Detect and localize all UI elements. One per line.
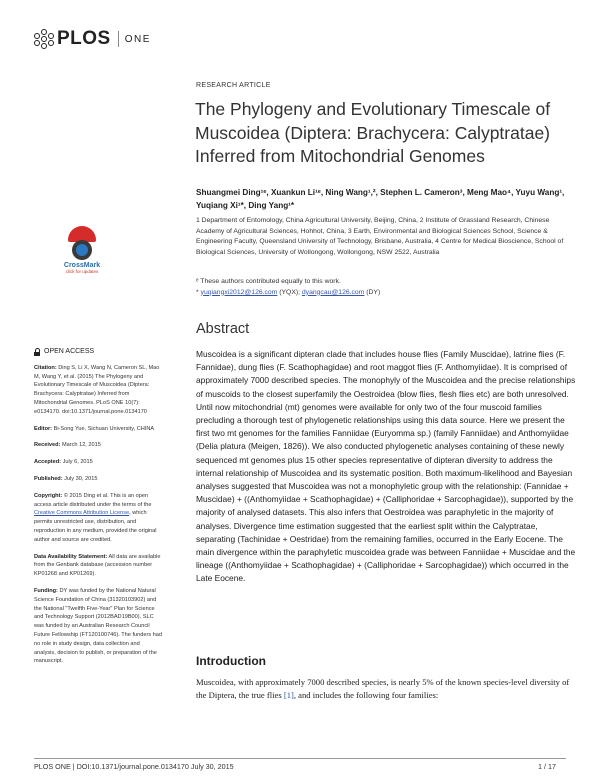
article-title: The Phylogeny and Evolutionary Timescale of Muscoidea (Diptera: Brachycera: Calyptratae) Inferred from Mitochondrial Genomes <box>195 99 551 166</box>
received-date: Received: March 12, 2015 <box>34 442 101 449</box>
data-availability: Data Availability Statement: All data are available from the Genbank database (accession number KP01268 and KP01269). <box>34 553 161 578</box>
reference-link[interactable]: [1] <box>283 690 294 701</box>
corresponding-note: * yuqiangxi2012@126.com (YQX); dyangcau@126.com (DY) <box>196 288 381 296</box>
funding: Funding: DY was funded by the National Natural Science Foundation of China (31320103902) and the National "Twelfth Five-Year" Plan for Science and Technology Support (2012BAD19B00). SLC was funded by an Australian Research Council Future Fellowship (FT120100746). The funders had no role in study design, data collection and analysis, decision to publish, or preparation of the manuscript. <box>34 587 163 665</box>
abstract-heading: Abstract <box>196 321 250 337</box>
page-number: 1 / 17 <box>538 762 556 771</box>
introduction-text: Muscoidea, with approximately 7000 described species, is nearly 5% of the known species-level diversity of the Diptera, the true flies [1], and includes the following four families: <box>196 677 570 701</box>
email-link-yqx[interactable]: yuqiangxi2012@126.com <box>200 288 278 296</box>
open-access-badge: OPEN ACCESS <box>34 348 162 357</box>
plos-logo-icon <box>34 29 54 49</box>
equal-contribution-note: ᵉ These authors contributed equally to this work. <box>196 278 341 285</box>
crossmark-icon <box>68 226 96 260</box>
logo-word: PLOS <box>57 28 111 49</box>
logo-sub: ONE <box>124 33 151 45</box>
citation: Citation: Ding S, Li X, Wang N, Cameron SL, Mao M, Wang Y, et al. (2015) The Phylogeny and Evolutionary Timescale of Muscoidea (Diptera: Brachycera: Calyptratae) Inferred from Mitochondrial Genomes. PLoS ONE 10(7): e0134170. doi:10.1371/journal.pone.0134170 <box>34 364 160 415</box>
affiliations: 1 Department of Entomology, China Agricultural University, Beijing, China, 2 Institute of Grassland Research, Chinese Academy of Agricultural Sciences, Hohhot, China, 3 Earth, Environmental and Biological Sciences School, Science & Engineering Faculty, Queensland University of Technology, Brisbane, Australia, 4 Centre for Medical Bioscience, School of Biological Sciences, University of Wollongong, Wollongong, NSW 2522, Australia <box>196 217 564 256</box>
crossmark-sub: click for updates <box>65 269 99 274</box>
footer-divider <box>34 758 566 759</box>
crossmark-label: CrossMark <box>63 262 101 269</box>
article-type: RESEARCH ARTICLE <box>196 82 271 89</box>
copyright: Copyright: © 2015 Ding et al. This is an open access article distributed under the terms of the Creative Commons Attribution License, which permits unrestricted use, distribution, and reproduction in any medium, provided the original author and source are credited. <box>34 492 157 543</box>
email-link-dy[interactable]: dyangcau@126.com <box>301 288 365 296</box>
article-metadata-sidebar <box>34 348 162 674</box>
logo-divider <box>118 31 119 47</box>
license-link[interactable]: Creative Commons Attribution License <box>34 510 130 517</box>
author-list: Shuangmei Ding¹ᵉ, Xuankun Li¹ᵉ, Ning Wang¹,², Stephen L. Cameron³, Meng Mao⁴, Yuyu Wang¹, Yuqiang Xi¹*, Ding Yang¹* <box>196 188 565 210</box>
crossmark-button[interactable] <box>63 226 101 274</box>
editor: Editor: Bi-Song Yue, Sichuan University, CHINA <box>34 425 155 432</box>
abstract-text: Muscoidea is a significant dipteran clade that includes house flies (Family Muscidae), latrine flies (F. Fannidae), dung flies (F. Scathophagidae) and root maggot flies (F. Anthomyiidae). It is comprised of approximately 7000 described species. The monophyly of the Muscoidea and the precise relationships of muscoids to the closest superfamily the Oestroidea (blow flies, flesh flies etc) are both unresolved. Until now mitochondrial (mt) genomes were available for only two of the four muscoid families precluding a thorough test of phylogenetic relationships using this data source. Here we present the first two mt genomes for the families Fanniidae (Euryomma sp.) (family Fanniidae) and Anthomyiidae (Delia platura (Meigen, 1826)). We also conducted phylogenetic analyses containing of these newly sequenced mt genomes plus 15 other species representative of dipteran diversity to address the internal relationship of Muscoidea and its systematic position. Both maximum-likelihood and Bayesian analyses suggested that Muscoidea was not a monophyletic group with the relationship: (Fannidae + Muscidae) + ((Anthomyiidae + Scathophagidae) + (Calliphoridae + Sarcophagidae)), supported by the majority of analysed datasets. This also infers that Oestroidea was paraphyletic in the majority of analyses. Divergence time estimation suggested that the earliest split within the Calyptratae, separating (Tachinidae + Oestridae) from the remaining families, occurred in the Early Eocene. The main divergence within the paraphyletic muscoidea grade was between Fanniidae + Muscidae and the lineage ((Anthomyiidae + Scathophagidae) + (Calliphoridae + Sarcophagidae)) which occurred in the Late Eocene. <box>196 349 576 584</box>
plos-one-logo <box>34 28 151 50</box>
introduction-heading: Introduction <box>196 654 266 668</box>
open-lock-icon <box>34 348 40 356</box>
accepted-date: Accepted: July 6, 2015 <box>34 459 93 466</box>
author-notes <box>196 277 576 298</box>
footer-citation: PLOS ONE | DOI:10.1371/journal.pone.0134170 July 30, 2015 <box>34 762 234 771</box>
published-date: Published: July 30, 2015 <box>34 475 98 482</box>
